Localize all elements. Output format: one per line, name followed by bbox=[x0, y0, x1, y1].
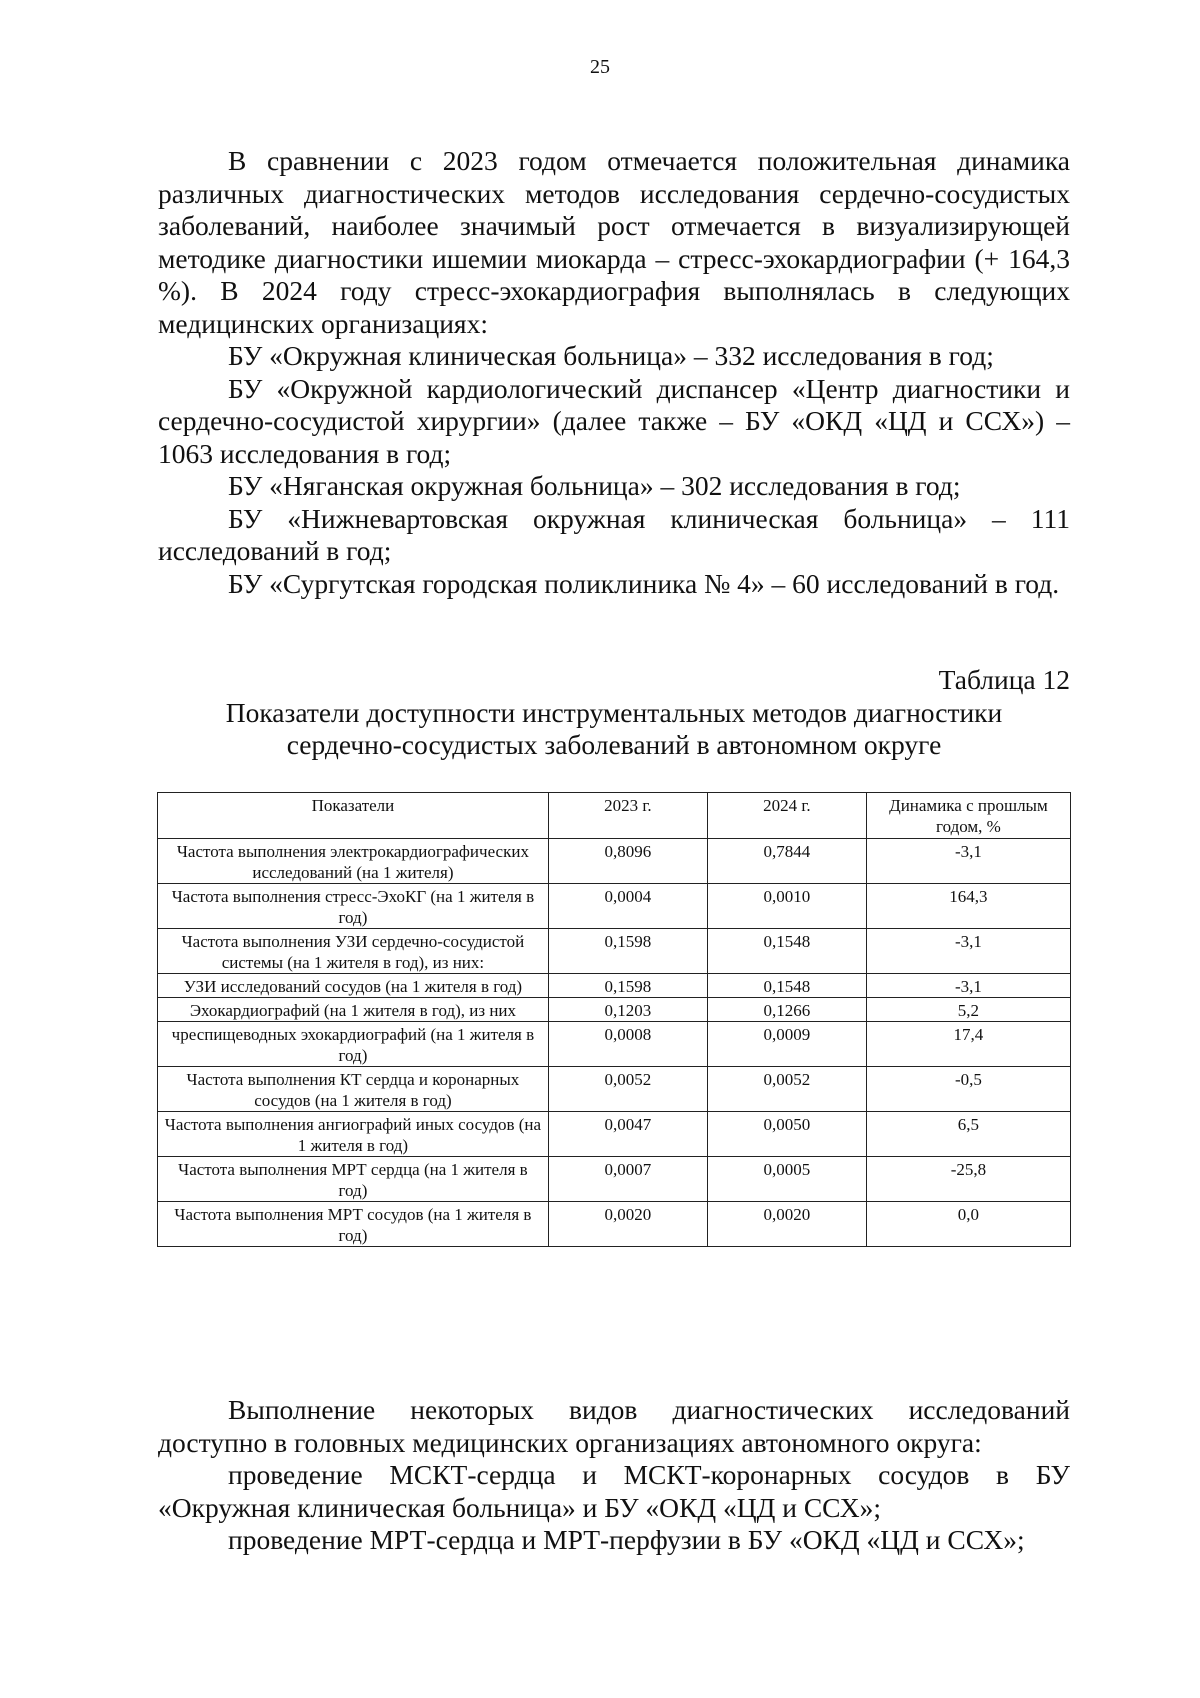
cell-2023: 0,0052 bbox=[548, 1067, 707, 1112]
page-number: 25 bbox=[590, 56, 610, 78]
table-row bbox=[158, 929, 1071, 974]
paragraph: Выполнение некоторых видов диагностических исследований доступно в головных медицинских организациях автономного округа: bbox=[158, 1394, 1070, 1458]
cell-indicator: Частота выполнения ангиографий иных сосудов (на 1 жителя в год) bbox=[158, 1112, 549, 1157]
paragraph: В сравнении с 2023 годом отмечается положительная динамика различных диагностических методов исследования сердечно-сосудистых заболеваний, наиболее значимый рост отмечается в визуализирующей методике диагностики ишемии миокарда – стресс-эхокардиографии (+ 164,3 %). В 2024 году стресс-эхокардиография выполнялась в следующих медицинских организациях: bbox=[158, 145, 1070, 339]
table-row bbox=[158, 998, 1071, 1022]
cell-dynamic: 164,3 bbox=[866, 884, 1070, 929]
cell-dynamic: -3,1 bbox=[866, 839, 1070, 884]
cell-2024: 0,1548 bbox=[707, 929, 866, 974]
cell-dynamic: -3,1 bbox=[866, 974, 1070, 998]
table-row bbox=[158, 1202, 1071, 1247]
cell-indicator: чреспищеводных эхокардиографий (на 1 жителя в год) bbox=[158, 1022, 549, 1067]
cell-2023: 0,0008 bbox=[548, 1022, 707, 1067]
cell-indicator: Частота выполнения МРТ сердца (на 1 жителя в год) bbox=[158, 1157, 549, 1202]
paragraph: БУ «Сургутская городская поликлиника № 4» – 60 исследований в год. bbox=[228, 567, 1060, 599]
header-indicators: Показатели bbox=[158, 793, 549, 839]
top-text-block bbox=[158, 145, 1070, 600]
cell-2024: 0,1548 bbox=[707, 974, 866, 998]
paragraph: БУ «Нижневартовская окружная клиническая больница» – 111 исследований в год; bbox=[158, 502, 1070, 566]
cell-dynamic: 0,0 bbox=[866, 1202, 1070, 1247]
table-label: Таблица 12 bbox=[938, 664, 1070, 695]
cell-2024: 0,1266 bbox=[707, 998, 866, 1022]
cell-indicator: Частота выполнения МРТ сосудов (на 1 жителя в год) bbox=[158, 1202, 549, 1247]
cell-2023: 0,1598 bbox=[548, 929, 707, 974]
header-2024: 2024 г. bbox=[707, 793, 866, 839]
table-header-row bbox=[158, 793, 1071, 839]
cell-dynamic: -25,8 bbox=[866, 1157, 1070, 1202]
cell-2024: 0,0050 bbox=[707, 1112, 866, 1157]
paragraph: проведение МСКТ-сердца и МСКТ-коронарных сосудов в БУ «Окружная клиническая больница» и БУ «ОКД «ЦД и ССХ»; bbox=[158, 1459, 1070, 1523]
cell-2023: 0,0047 bbox=[548, 1112, 707, 1157]
cell-2024: 0,7844 bbox=[707, 839, 866, 884]
cell-indicator: Частота выполнения УЗИ сердечно-сосудистой системы (на 1 жителя в год), из них: bbox=[158, 929, 549, 974]
table-row bbox=[158, 884, 1071, 929]
cell-dynamic: -0,5 bbox=[866, 1067, 1070, 1112]
cell-2024: 0,0020 bbox=[707, 1202, 866, 1247]
indicators-table bbox=[157, 792, 1071, 1247]
cell-2023: 0,0007 bbox=[548, 1157, 707, 1202]
cell-2023: 0,0004 bbox=[548, 884, 707, 929]
cell-2024: 0,0009 bbox=[707, 1022, 866, 1067]
table-caption bbox=[158, 664, 1070, 762]
cell-indicator: Эхокардиографий (на 1 жителя в год), из них bbox=[158, 998, 549, 1022]
paragraph: БУ «Окружной кардиологический диспансер «Центр диагностики и сердечно-сосудистой хирургии» (далее также – БУ «ОКД «ЦД и ССХ») – 1063 исследования в год; bbox=[158, 372, 1070, 469]
cell-2024: 0,0052 bbox=[707, 1067, 866, 1112]
cell-2023: 0,1598 bbox=[548, 974, 707, 998]
table-row bbox=[158, 1022, 1071, 1067]
paragraph: БУ «Няганская окружная больница» – 302 исследования в год; bbox=[228, 470, 961, 501]
header-2023: 2023 г. bbox=[548, 793, 707, 839]
header-dynamic: Динамика с прошлым годом, % bbox=[866, 793, 1070, 839]
table-row bbox=[158, 839, 1071, 884]
cell-2023: 0,1203 bbox=[548, 998, 707, 1022]
table-row bbox=[158, 1112, 1071, 1157]
table-title: Показатели доступности инструментальных методов диагностики сердечно-сосудистых заболеваний в автономном округе bbox=[225, 696, 1003, 760]
cell-indicator: УЗИ исследований сосудов (на 1 жителя в год) bbox=[158, 974, 549, 998]
cell-dynamic: 5,2 bbox=[866, 998, 1070, 1022]
cell-indicator: Частота выполнения электрокардиографических исследований (на 1 жителя) bbox=[158, 839, 549, 884]
table-row bbox=[158, 1157, 1071, 1202]
cell-2024: 0,0010 bbox=[707, 884, 866, 929]
cell-2024: 0,0005 bbox=[707, 1157, 866, 1202]
cell-2023: 0,0020 bbox=[548, 1202, 707, 1247]
paragraph: БУ «Окружная клиническая больница» – 332 исследования в год; bbox=[228, 340, 994, 371]
cell-indicator: Частота выполнения КТ сердца и коронарных сосудов (на 1 жителя в год) bbox=[158, 1067, 549, 1112]
bottom-text-block bbox=[158, 1394, 1070, 1557]
table-row bbox=[158, 974, 1071, 998]
cell-dynamic: 6,5 bbox=[866, 1112, 1070, 1157]
cell-dynamic: -3,1 bbox=[866, 929, 1070, 974]
cell-indicator: Частота выполнения стресс-ЭхоКГ (на 1 жителя в год) bbox=[158, 884, 549, 929]
table-row bbox=[158, 1067, 1071, 1112]
cell-2023: 0,8096 bbox=[548, 839, 707, 884]
cell-dynamic: 17,4 bbox=[866, 1022, 1070, 1067]
paragraph: проведение МРТ-сердца и МРТ-перфузии в БУ «ОКД «ЦД и ССХ»; bbox=[228, 1524, 1025, 1555]
